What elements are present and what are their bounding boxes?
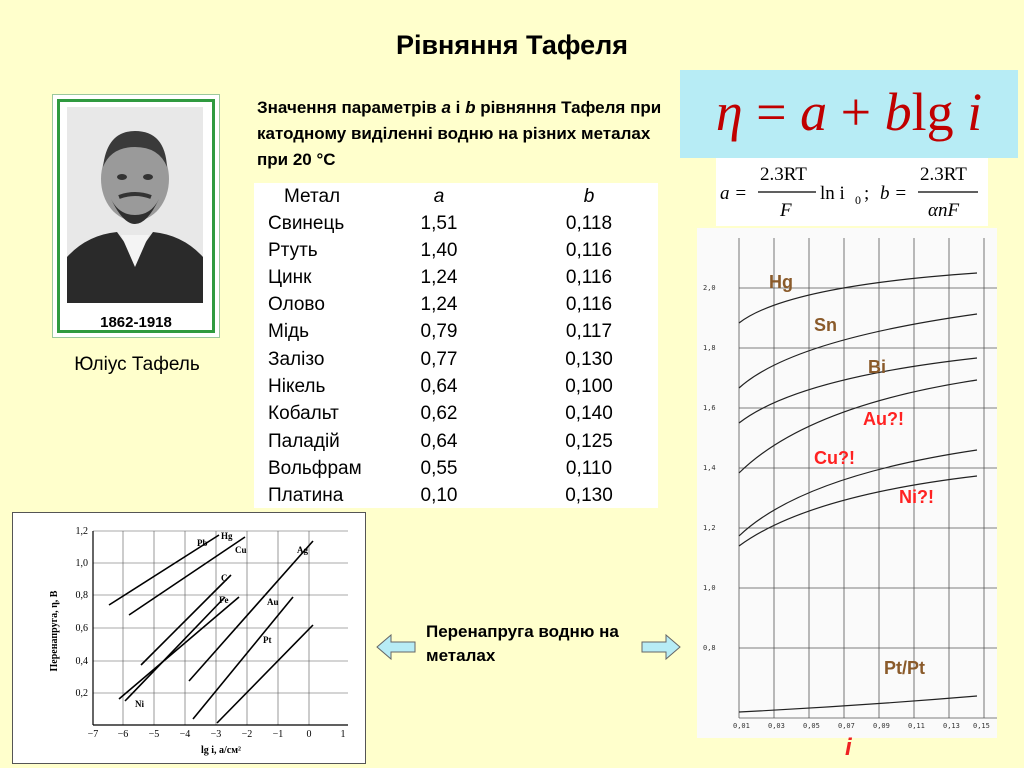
value-a: 1,24 — [420, 294, 458, 315]
value-a: 0,62 — [420, 403, 458, 424]
left-xtick: −1 — [272, 729, 284, 740]
right-xtick: 0,15 — [973, 722, 990, 730]
metal-name: Мідь — [268, 321, 310, 342]
value-a: 0,55 — [420, 458, 458, 479]
right-ytick: 1,0 — [703, 584, 716, 592]
left-xtick: 0 — [306, 729, 312, 740]
caption-suffix: рівняння Тафеля при катодному виділенні водню на різних металах при 20 °С — [257, 98, 662, 169]
value-a: 1,40 — [420, 240, 458, 261]
coef-a-den: F — [780, 200, 792, 221]
overvoltage-label: Перенапруга водню на металах — [426, 622, 619, 665]
line-fe — [125, 597, 225, 701]
caption-prefix: Значення параметрів — [257, 98, 442, 117]
curve-label-bi: Bi — [868, 357, 886, 377]
value-a: 0,10 — [420, 485, 458, 506]
left-label-c: C — [221, 573, 228, 583]
coef-a-tail: ln i — [820, 183, 845, 204]
right-xtick: 0,09 — [873, 722, 890, 730]
value-b: 0,116 — [565, 294, 613, 315]
value-b: 0,118 — [565, 213, 613, 234]
value-a: 1,24 — [420, 267, 458, 288]
left-ytick: 0,4 — [75, 656, 88, 667]
overvoltage-lg-chart — [12, 512, 366, 764]
curve-label-sn: Sn — [814, 315, 838, 335]
table-header-row — [254, 183, 658, 210]
portrait-years: 1862-1918 — [100, 314, 172, 331]
metal-name: Олово — [268, 294, 325, 315]
left-label-cu: Cu — [235, 545, 247, 555]
left-label-ni: Ni — [135, 699, 144, 709]
caption-a: a — [441, 98, 451, 117]
curve-label-au: Au?! — [863, 409, 904, 429]
left-xtick: −5 — [148, 729, 160, 740]
header-b: b — [583, 186, 595, 207]
curve-ni — [739, 476, 977, 546]
right-chart-i-label: i — [845, 734, 852, 761]
metal-name: Свинець — [268, 213, 345, 234]
left-xtick: −3 — [210, 729, 222, 740]
left-label-fe: Fe — [219, 595, 229, 605]
table-row — [254, 400, 658, 427]
metal-name: Паладій — [268, 431, 340, 452]
right-xtick: 0,13 — [943, 722, 960, 730]
arrow-right-icon — [640, 632, 682, 667]
formula-a: a — [800, 82, 828, 142]
formula-i: i — [953, 82, 983, 142]
value-b: 0,130 — [565, 485, 613, 506]
table-row — [254, 373, 658, 400]
left-ytick: 0,2 — [75, 688, 88, 699]
value-b: 0,116 — [565, 240, 613, 261]
table-row — [254, 264, 658, 291]
coef-sep: ; — [864, 183, 870, 204]
right-ytick: 1,4 — [703, 464, 716, 472]
value-b: 0,116 — [565, 267, 613, 288]
right-xtick: 0,07 — [838, 722, 855, 730]
header-metal: Метал — [284, 186, 341, 207]
right-xtick: 0,03 — [768, 722, 785, 730]
caption-b: b — [465, 98, 476, 117]
coef-a-sub: 0 — [855, 193, 861, 207]
left-label-pt: Pt — [263, 635, 272, 645]
value-b: 0,110 — [565, 458, 613, 479]
left-xtick: 1 — [340, 729, 346, 740]
value-b: 0,100 — [565, 376, 613, 397]
table-row — [254, 237, 658, 264]
curve-label-pt: Pt/Pt — [884, 658, 926, 678]
right-ytick: 2,0 — [703, 284, 716, 292]
overvoltage-curves-chart — [697, 228, 997, 738]
value-a: 1,51 — [420, 213, 458, 234]
line-c — [141, 575, 231, 665]
header-a: a — [433, 186, 445, 207]
table-row — [254, 346, 658, 373]
table-row — [254, 210, 658, 237]
value-b: 0,140 — [565, 403, 613, 424]
formula-eta: η — [715, 82, 743, 142]
formula-plus: + — [827, 82, 885, 142]
right-xtick: 0,05 — [803, 722, 820, 730]
value-a: 0,77 — [420, 349, 458, 370]
curve-label-ni: Ni?! — [899, 487, 934, 507]
portrait-photo — [67, 107, 203, 303]
table-row — [254, 428, 658, 455]
right-ytick: 1,2 — [703, 524, 716, 532]
coef-a-lhs: a = — [720, 183, 748, 204]
arrow-left-icon — [375, 632, 417, 667]
left-ytick: 0,6 — [75, 623, 88, 634]
curve-cu — [739, 450, 977, 536]
left-label-pb: Pb — [197, 538, 208, 548]
page-title: Рівняння Тафеля — [395, 30, 629, 60]
left-xtick: −6 — [117, 729, 129, 740]
right-xtick: 0,01 — [733, 722, 750, 730]
value-a: 0,79 — [420, 321, 458, 342]
curve-label-cu: Cu?! — [814, 448, 855, 468]
table-row — [254, 482, 658, 509]
left-ytick: 1,0 — [75, 558, 88, 569]
curve-au — [739, 380, 977, 473]
metal-name: Кобальт — [268, 403, 339, 424]
left-xlabel: lg i, а/см² — [200, 745, 242, 756]
formula-equals: = — [742, 82, 801, 142]
metal-name: Платина — [268, 485, 344, 506]
curve-label-hg: Hg — [769, 272, 793, 292]
metal-name: Цинк — [268, 267, 312, 288]
metal-name: Залізо — [268, 349, 325, 370]
tafel-formula — [680, 70, 1018, 158]
right-ytick: 0,8 — [703, 644, 716, 652]
metal-name: Ртуть — [268, 240, 318, 261]
metal-name: Вольфрам — [268, 458, 362, 479]
value-b: 0,130 — [565, 349, 613, 370]
portrait — [52, 94, 220, 338]
value-a: 0,64 — [420, 376, 458, 397]
left-label-au: Au — [267, 597, 279, 607]
left-label-ag: Ag — [297, 545, 308, 555]
caption-and: і — [450, 98, 466, 117]
table-row — [254, 318, 658, 345]
value-a: 0,64 — [420, 431, 458, 452]
coef-b-lhs: b = — [880, 183, 908, 204]
left-label-hg: Hg — [221, 531, 233, 541]
params-table — [254, 183, 658, 508]
left-xtick: −7 — [87, 729, 99, 740]
value-b: 0,117 — [565, 321, 613, 342]
right-ytick: 1,6 — [703, 404, 716, 412]
table-row — [254, 291, 658, 318]
curve-pt — [739, 696, 977, 712]
table-row — [254, 455, 658, 482]
formula-b: b — [884, 82, 912, 142]
right-ytick: 1,8 — [703, 344, 716, 352]
curve-bi — [739, 358, 977, 423]
left-ylabel: Перенапруга, η, В — [49, 590, 60, 672]
left-ytick: 0,8 — [75, 590, 88, 601]
left-xtick: −4 — [179, 729, 191, 740]
value-b: 0,125 — [565, 431, 613, 452]
left-ytick: 1,2 — [75, 526, 88, 537]
right-xtick: 0,11 — [908, 722, 925, 730]
coef-b-num: 2.3RT — [920, 164, 967, 185]
coefficient-formulas — [716, 158, 988, 226]
table-caption — [257, 95, 677, 173]
metal-name: Нікель — [268, 376, 326, 397]
coef-b-den: αnF — [928, 200, 960, 221]
left-xtick: −2 — [241, 729, 253, 740]
person-name: Юліус Тафель — [74, 354, 200, 375]
formula-lg: lg — [911, 82, 954, 142]
coef-a-num: 2.3RT — [760, 164, 807, 185]
